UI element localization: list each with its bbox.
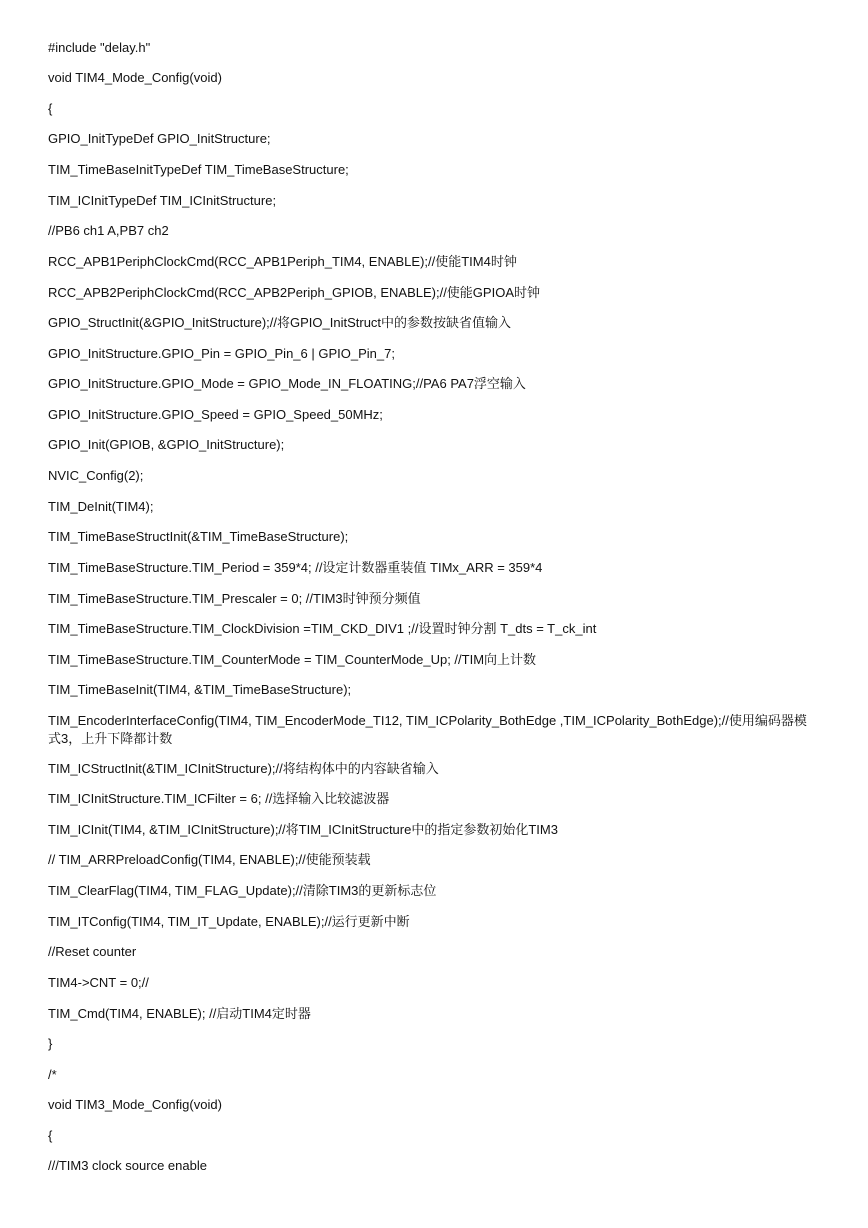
code-line: TIM_TimeBaseStructure.TIM_CounterMode = TIM_CounterMode_Up; //TIM向上计数 [48, 652, 537, 667]
code-line: GPIO_InitStructure.GPIO_Mode = GPIO_Mode_IN_FLOATING;//PA6 PA7浮空输入 [48, 376, 526, 391]
code-line: TIM_TimeBaseStructure.TIM_Period = 359*4; //设定计数器重装值 TIMx_ARR = 359*4 [48, 560, 543, 575]
code-line: RCC_APB1PeriphClockCmd(RCC_APB1Periph_TIM4, ENABLE);//使能TIM4时钟 [48, 254, 517, 269]
code-line: TIM_EncoderInterfaceConfig(TIM4, TIM_EncoderMode_TI12, TIM_ICPolarity_BothEdge ,TIM_ICPolarity_BothEdge);//使用编码器模式3，上升下降都计数 [48, 713, 807, 746]
code-line: TIM4->CNT = 0;// [48, 975, 149, 990]
code-line: #include "delay.h" [48, 40, 151, 55]
code-line: TIM_ICStructInit(&TIM_ICInitStructure);//将结构体中的内容缺省输入 [48, 761, 439, 776]
code-line: { [48, 101, 53, 116]
code-line: // TIM_ARRPreloadConfig(TIM4, ENABLE);//使能预装载 [48, 852, 371, 867]
code-line: GPIO_StructInit(&GPIO_InitStructure);//将GPIO_InitStruct中的参数按缺省值输入 [48, 315, 512, 330]
code-line: TIM_TimeBaseInit(TIM4, &TIM_TimeBaseStructure); [48, 682, 352, 697]
code-line: TIM_ITConfig(TIM4, TIM_IT_Update, ENABLE);//运行更新中断 [48, 914, 410, 929]
code-line: TIM_ICInit(TIM4, &TIM_ICInitStructure);//将TIM_ICInitStructure中的指定参数初始化TIM3 [48, 822, 558, 837]
code-line: NVIC_Config(2); [48, 468, 144, 483]
code-line: TIM_TimeBaseStructInit(&TIM_TimeBaseStructure); [48, 529, 349, 544]
code-line: RCC_APB2PeriphClockCmd(RCC_APB2Periph_GPIOB, ENABLE);//使能GPIOA时钟 [48, 285, 540, 300]
code-line: TIM_Cmd(TIM4, ENABLE); //启动TIM4定时器 [48, 1006, 311, 1021]
code-line: //Reset counter [48, 944, 137, 959]
code-line: //PB6 ch1 A,PB7 ch2 [48, 223, 169, 238]
code-line: GPIO_InitTypeDef GPIO_InitStructure; [48, 131, 271, 146]
code-line: TIM_DeInit(TIM4); [48, 499, 154, 514]
code-line: GPIO_InitStructure.GPIO_Pin = GPIO_Pin_6 | GPIO_Pin_7; [48, 346, 395, 361]
code-line: GPIO_Init(GPIOB, &GPIO_InitStructure); [48, 437, 285, 452]
code-line: TIM_ICInitTypeDef TIM_ICInitStructure; [48, 193, 277, 208]
code-line: TIM_TimeBaseInitTypeDef TIM_TimeBaseStructure; [48, 162, 349, 177]
code-line: TIM_TimeBaseStructure.TIM_ClockDivision =TIM_CKD_DIV1 ;//设置时钟分割 T_dts = T_ck_int [48, 621, 597, 636]
code-line: GPIO_InitStructure.GPIO_Speed = GPIO_Speed_50MHz; [48, 407, 383, 422]
code-line: { [48, 1128, 53, 1143]
code-line: void TIM4_Mode_Config(void) [48, 70, 222, 85]
code-line: TIM_ICInitStructure.TIM_ICFilter = 6; //选择输入比较滤波器 [48, 791, 390, 806]
code-line: void TIM3_Mode_Config(void) [48, 1097, 222, 1112]
code-line: TIM_TimeBaseStructure.TIM_Prescaler = 0; //TIM3时钟预分频值 [48, 591, 421, 606]
code-line: /* [48, 1067, 57, 1082]
code-line: TIM_ClearFlag(TIM4, TIM_FLAG_Update);//清除TIM3的更新标志位 [48, 883, 437, 898]
code-line: } [48, 1036, 53, 1051]
code-line: ///TIM3 clock source enable [48, 1158, 207, 1173]
